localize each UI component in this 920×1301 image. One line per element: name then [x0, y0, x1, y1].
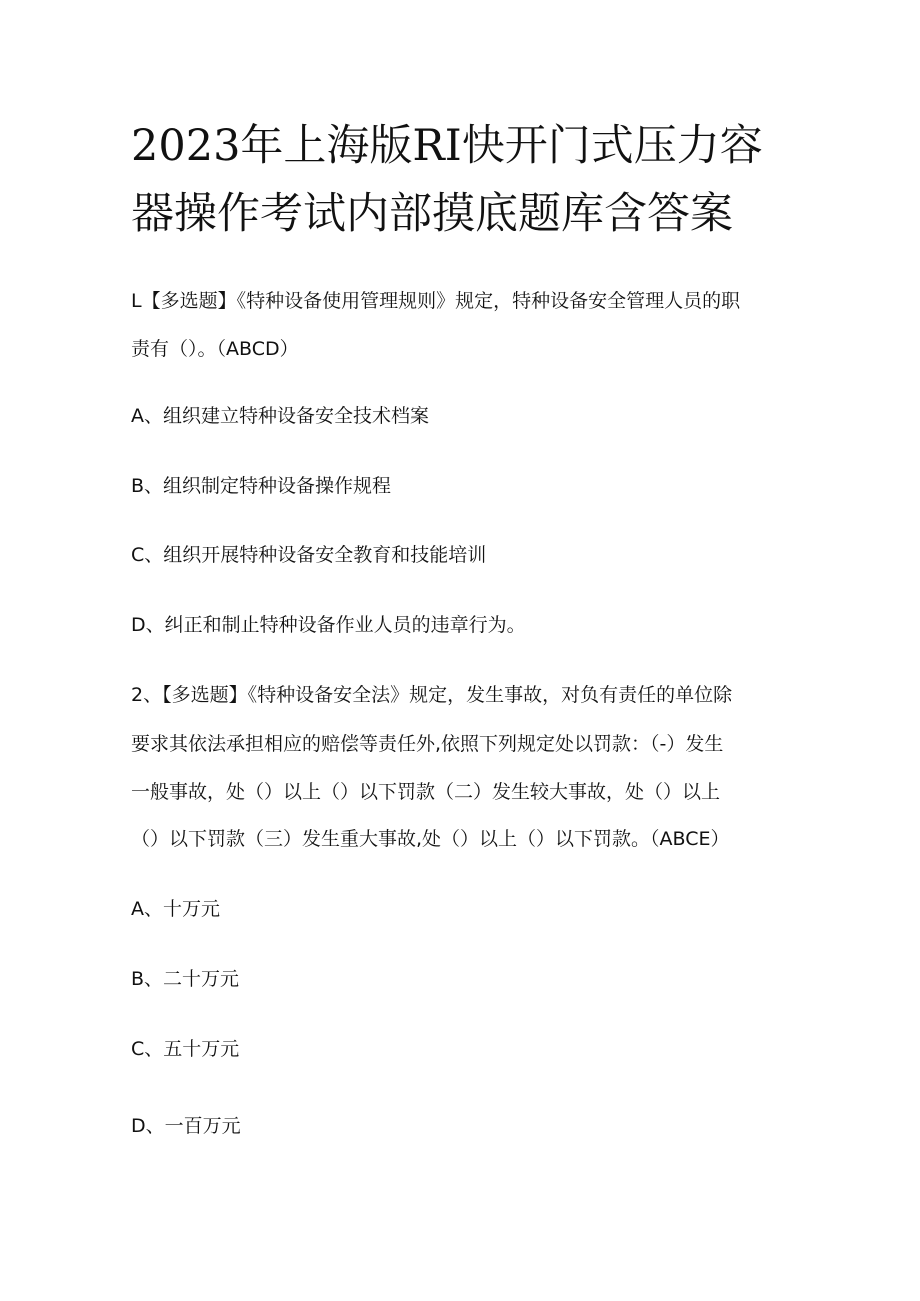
question-2-text-line2: 要求其依法承担相应的赔偿等责任外,依照下列规定处以罚款：（-）发生 — [131, 733, 724, 755]
question-1-option-a: A、组织建立特种设备安全技术档案 — [131, 405, 429, 427]
question-1-text-line2: 责有（）。（ABCD） — [131, 338, 299, 360]
question-2-text-line1: 2、【多选题】《特种设备安全法》规定，发生事故，对负有责任的单位除 — [131, 684, 733, 706]
document-title-line2: 器操作考试内部摸底题库含答案 — [131, 189, 733, 239]
question-2-option-a: A、十万元 — [131, 898, 220, 920]
question-1-option-b: B、组织制定特种设备操作规程 — [131, 475, 392, 497]
question-1-option-c: C、组织开展特种设备安全教育和技能培训 — [131, 544, 487, 566]
question-1-text-line1: L【多选题】《特种设备使用管理规则》规定，特种设备安全管理人员的职 — [131, 290, 741, 312]
document-title-line1: 2023年上海版RI快开门式压力容 — [131, 121, 763, 171]
question-2-text-line3: 一般事故，处（）以上（）以下罚款（二）发生较大事故，处（）以上 — [131, 781, 721, 803]
question-2-option-d: D、一百万元 — [131, 1115, 241, 1137]
question-2-option-b: B、二十万元 — [131, 968, 240, 990]
question-1-option-d: D、纠正和制止特种设备作业人员的违章行为。 — [131, 614, 526, 636]
question-2-option-c: C、五十万元 — [131, 1038, 240, 1060]
question-2-text-line4: （）以下罚款（三）发生重大事故,处（）以上（）以下罚款。（ABCE） — [131, 828, 730, 850]
